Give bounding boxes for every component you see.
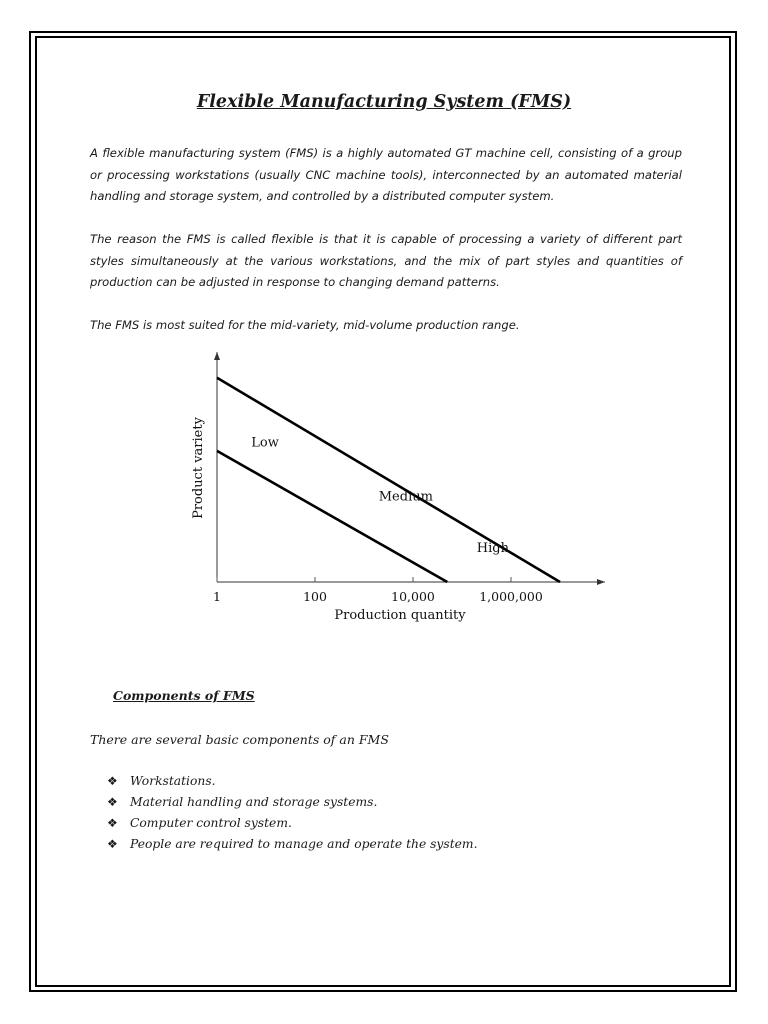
- paragraph-flexibility: The reason the FMS is called flexible is that it is capable of processing a variety of different part styles simultaneously at the various workstations, and the mix of part styles and quantities of production can be adjusted in response to changing demand patterns.: [90, 232, 682, 289]
- list-item-text: People are required to manage and operate the system.: [130, 836, 478, 851]
- list-item-text: Computer control system.: [130, 815, 292, 830]
- region-label: Medium: [378, 489, 433, 505]
- paragraph-suitability: The FMS is most suited for the mid-variety, mid-volume production range.: [90, 318, 520, 332]
- series-line: [217, 451, 447, 582]
- x-tick-label: 1,000,000: [479, 589, 543, 604]
- y-axis-arrow-icon: [214, 352, 220, 360]
- x-tick-label: 1: [213, 589, 221, 604]
- y-axis-label: Product variety: [191, 417, 206, 519]
- document-title: Flexible Manufacturing System (FMS): [196, 92, 572, 112]
- x-tick-label: 10,000: [391, 589, 435, 604]
- x-tick-label: 100: [303, 589, 327, 604]
- list-item-text: Workstations.: [130, 773, 216, 788]
- list-item: [107, 791, 477, 812]
- fms-chart: [180, 346, 620, 626]
- x-axis-arrow-icon: [597, 579, 605, 585]
- list-item: [107, 833, 477, 854]
- components-intro: There are several basic components of an FMS: [90, 732, 389, 747]
- region-label: High: [476, 540, 509, 556]
- diamond-bullet-icon: ❖: [107, 836, 118, 851]
- diamond-bullet-icon: ❖: [107, 794, 118, 809]
- components-heading: Components of FMS: [113, 688, 255, 703]
- diamond-bullet-icon: ❖: [107, 815, 118, 830]
- list-item: [107, 812, 477, 833]
- region-label: Low: [251, 435, 279, 451]
- list-item-text: Material handling and storage systems.: [130, 794, 378, 809]
- x-axis-label: Production quantity: [334, 608, 466, 623]
- components-list: [107, 770, 477, 854]
- paragraph-definition: A flexible manufacturing system (FMS) is a highly automated GT machine cell, consisting of a group or processing workstations (usually CNC machine tools), interconnected by an automated material handling and storage system, and controlled by a distributed computer system.: [90, 146, 682, 203]
- diamond-bullet-icon: ❖: [107, 773, 118, 788]
- list-item: [107, 770, 477, 791]
